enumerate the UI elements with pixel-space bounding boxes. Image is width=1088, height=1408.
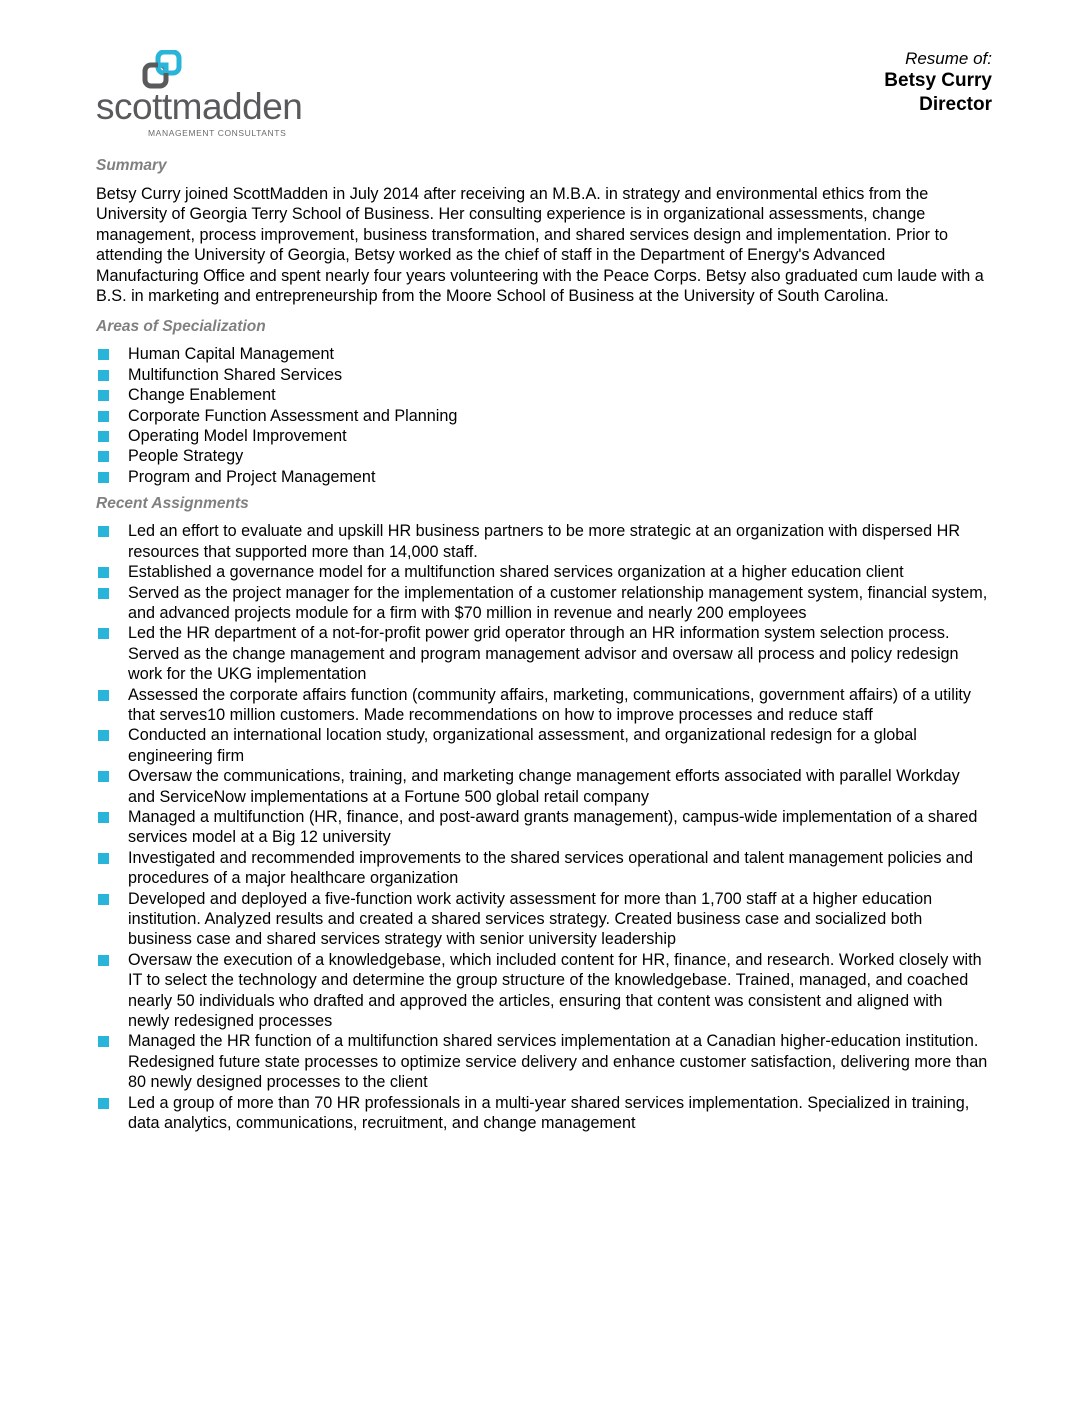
square-bullet-icon (98, 771, 109, 782)
list-item (96, 385, 996, 405)
summary-heading: Summary (96, 157, 167, 174)
assignment-item: Led an effort to evaluate and upskill HR business partners to be more strategic at an organization with dispersed HR resources that supported more than 14,000 staff. (128, 522, 961, 561)
square-bullet-icon (98, 812, 109, 823)
square-bullet-icon (98, 955, 109, 966)
square-bullet-icon (98, 690, 109, 701)
square-bullet-icon (98, 1036, 109, 1047)
list-item (96, 685, 988, 726)
assignment-item: Assessed the corporate affairs function (community affairs, marketing, communications, government affairs) of a utility that serves10 million customers. Made recommendations on how to improve processes and reduce staff (128, 685, 972, 724)
assignment-item: Investigated and recommended improvements to the shared services operational and talent management policies and procedures of a major healthcare organization (128, 848, 973, 888)
specialization-item: Operating Model Improvement (128, 427, 347, 446)
logo-wordmark: scottmadden (96, 86, 303, 127)
square-bullet-icon (98, 730, 109, 741)
assignment-item: Led a group of more than 70 HR professionals in a multi-year shared services implementation. Specialized in training, data analytics, communications, recruitment, and change management (128, 1093, 970, 1133)
resume-of-label: Resume of: (905, 49, 992, 68)
assignment-item: Established a governance model for a multifunction shared services organization at a higher education client (128, 563, 904, 582)
assignment-item: Oversaw the execution of a knowledgebase, which included content for HR, finance, and research. Worked closely with IT to select the technology and determine the group structure of the knowledgebase. Trained, managed, and coached nearly 50 individuals who drafted and approved the articles, ensuring that content was consistent and aligned with newly redesigned processes (128, 950, 982, 1031)
assignment-item: Managed a multifunction (HR, finance, and post-award grants management), campus-wide implementation of a shared services model at a Big 12 university (128, 807, 978, 847)
list-item (96, 725, 988, 766)
square-bullet-icon (98, 588, 109, 599)
logo-tagline: MANAGEMENT CONSULTANTS (148, 128, 287, 138)
specialization-item: Change Enablement (128, 386, 276, 405)
square-bullet-icon (98, 349, 109, 360)
list-item (96, 344, 996, 364)
assignment-item: Conducted an international location study, organizational assessment, and organizational redesign for a global engineering firm (128, 726, 917, 765)
list-item (96, 365, 996, 385)
list-item (96, 467, 996, 487)
square-bullet-icon (98, 894, 109, 905)
assignment-item: Developed and deployed a five-function work activity assessment for more than 1,700 staff at a higher education institution. Analyzed results and created a shared services strategy. Created business case and socialized both business case and shared services strategy with senior university leadership (128, 889, 933, 949)
square-bullet-icon (98, 390, 109, 401)
list-item (96, 807, 988, 848)
specialization-item: Human Capital Management (128, 345, 335, 364)
square-bullet-icon (98, 526, 109, 537)
assignments-list (96, 521, 996, 1133)
specialization-item: Program and Project Management (128, 467, 376, 486)
list-item (96, 521, 988, 562)
candidate-name: Betsy Curry (884, 70, 992, 91)
specialization-item: Corporate Function Assessment and Planning (128, 406, 458, 425)
scottmadden-logo (96, 48, 306, 138)
assignments-heading: Recent Assignments (96, 495, 249, 513)
list-item (96, 562, 988, 582)
resume-header (884, 48, 992, 117)
assignment-item: Oversaw the communications, training, and marketing change management efforts associated with parallel Workday and ServiceNow implementations at a Fortune 500 global retail company (128, 767, 960, 806)
list-item (96, 426, 996, 446)
specialization-item: People Strategy (128, 447, 244, 466)
assignment-item: Served as the project manager for the implementation of a customer relationship management system, financial system, and advanced projects module for a firm with $70 million in revenue and nearly 200 employees (128, 583, 988, 622)
list-item (96, 1031, 988, 1092)
list-item (96, 848, 988, 889)
square-bullet-icon (98, 431, 109, 442)
square-bullet-icon (98, 1098, 109, 1109)
list-item (96, 950, 988, 1032)
summary-text: Betsy Curry joined ScottMadden in July 2014 after receiving an M.B.A. in strategy and environmental ethics from the University of Georgia Terry School of Business. Her consulting experience is in organizational assessments, change management, process improvement, business transformation, and shared services design and implementation. Prior to attending the University of Georgia, Betsy worked as the chief of staff in the Department of Energy's Advanced Manufacturing Office and spent nearly four years volunteering with the Peace Corps. Betsy also graduated cum laude with a B.S. in marketing and entrepreneurship from the Moore School of Business at the University of South Carolina. (96, 185, 984, 306)
list-item (96, 583, 988, 624)
resume-body (96, 155, 996, 1139)
list-item (96, 623, 988, 684)
specialization-item: Multifunction Shared Services (128, 365, 343, 384)
assignment-item: Managed the HR function of a multifunction shared services implementation at a Canadian higher-education institution. Redesigned future state processes to optimize service delivery and enhance customer satisfaction, delivering more than 80 newly designed processes to the client (128, 1032, 988, 1092)
square-bullet-icon (98, 451, 109, 462)
specialization-list (96, 344, 996, 487)
square-bullet-icon (98, 411, 109, 422)
square-bullet-icon (98, 472, 109, 483)
square-bullet-icon (98, 853, 109, 864)
list-item (96, 889, 988, 950)
list-item (96, 1093, 988, 1134)
square-bullet-icon (98, 628, 109, 639)
list-item (96, 406, 996, 426)
list-item (96, 446, 996, 466)
list-item (96, 766, 988, 807)
specialization-heading: Areas of Specialization (96, 318, 266, 336)
candidate-title: Director (919, 94, 992, 115)
square-bullet-icon (98, 370, 109, 381)
assignment-item: Led the HR department of a not-for-profit power grid operator through an HR information system selection process. Served as the change management and program management advisor and oversaw all process and policy redesign work for the UKG implementation (128, 624, 959, 684)
square-bullet-icon (98, 567, 109, 578)
